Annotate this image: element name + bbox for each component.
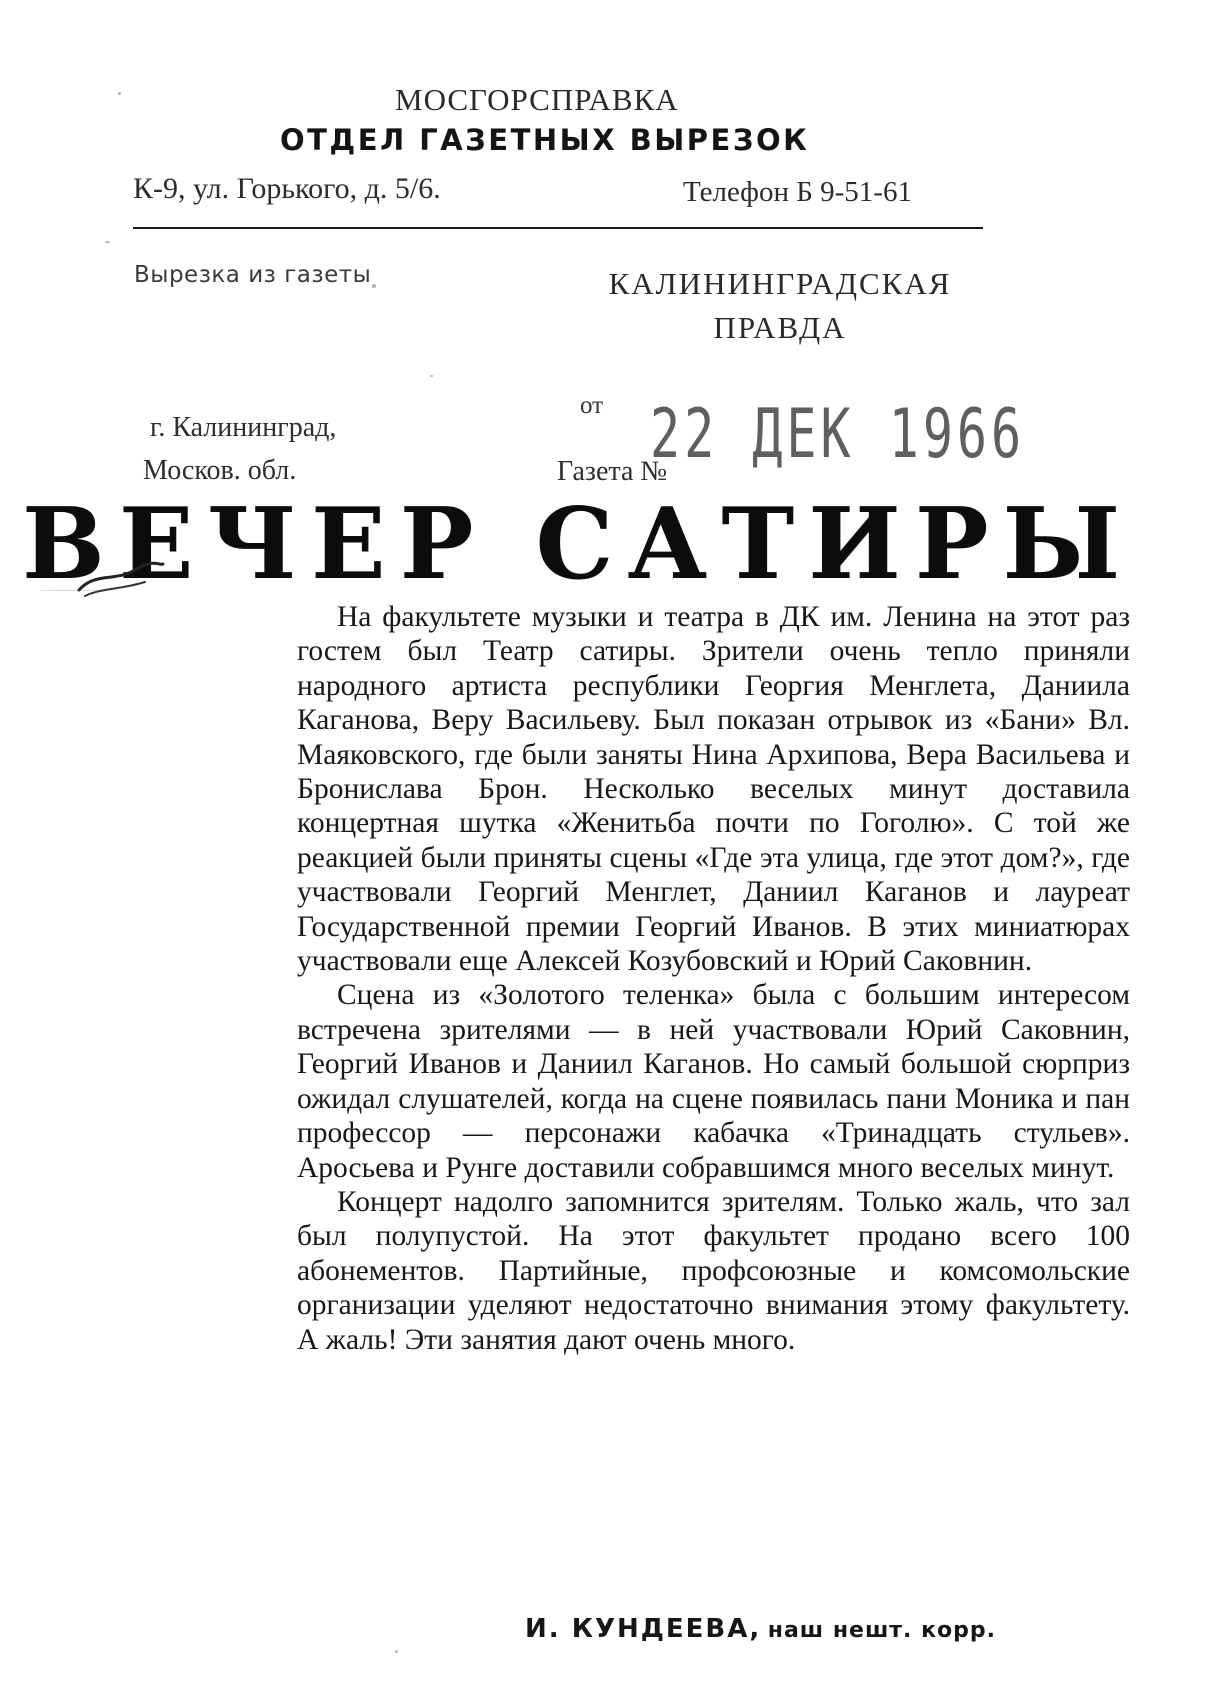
agency-title: МОСГОРСПРАВКА [395,82,679,117]
article-headline: ВЕЧЕР САТИРЫ [22,487,1135,602]
article-body [297,600,1130,1357]
city-line: г. Калининград, [150,412,337,443]
article-paragraph: На факультете музыки и театра в ДК им. Ленина на этот раз гостем был Театр сатиры. Зрители очень тепло приняли народного артиста республики Георгия Менглета, Даниила Каганова, Веру Васильеву. Был показан отрывок из «Бани» Вл. Маяковского, где были заняты Нина Архипова, Вера Васильева и Бронислава Брон. Несколько веселых минут доставила концертная шутка «Женитьба почти по Гоголю». С той же реакцией были приняты сцены «Где эта улица, где этот дом?», где участвовали Георгий Менглет, Даниил Каганов и лауреат Государственной премии Георгий Иванов. В этих миниатюрах участвовали еще Алексей Козубовский и Юрий Саковнин. [297,601,1130,978]
author-role: наш нешт. корр. [767,1618,996,1643]
scan-speck [40,590,100,591]
scan-speck [395,1650,398,1653]
region-line: Москов. обл. [143,455,297,486]
scan-speck [105,241,110,243]
source-label: Вырезка из газеты [134,262,372,288]
phone-line: Телефон Б 9-51-61 [683,176,912,208]
pen-mark-icon [75,560,165,600]
article-paragraph: Сцена из «Золотого теленка» была с большим интересом встречена зрителями — в ней участвовали Юрий Саковнин, Георгий Иванов и Даниил Каганов. Но самый большой сюрприз ожидал слушателей, когда на сцене появилась пани Моника и пан профессор — персонажи кабачка «Тринадцать стульев». Аросьева и Рунге доставили собравшимся много веселых минут. [297,979,1130,1184]
header-rule [133,227,983,229]
date-stamp: 22 ДЕК 1966 [650,395,1026,474]
date-label: от [580,392,604,419]
newspaper-name: КАЛИНИНГРАДСКАЯ ПРАВДА [608,266,952,345]
article-paragraph: Концерт надолго запомнится зрителям. Только жаль, что зал был полупустой. На этот факультет продано всего 100 абонементов. Партийные, профсоюзные и комсомольские организации уделяют недостаточно внимания этому факультету. А жаль! Эти занятия дают очень много. [297,1185,1130,1356]
scan-speck [430,375,433,377]
scan-speck [372,284,376,288]
scan-speck [118,92,121,95]
issue-label: Газета № [557,456,668,487]
article-signature [525,1614,996,1644]
author-name: И. КУНДЕЕВА, [525,1614,762,1644]
department-title: ОТДЕЛ ГАЗЕТНЫХ ВЫРЕЗОК [280,123,810,157]
address-line: К-9, ул. Горького, д. 5/6. [133,172,441,205]
